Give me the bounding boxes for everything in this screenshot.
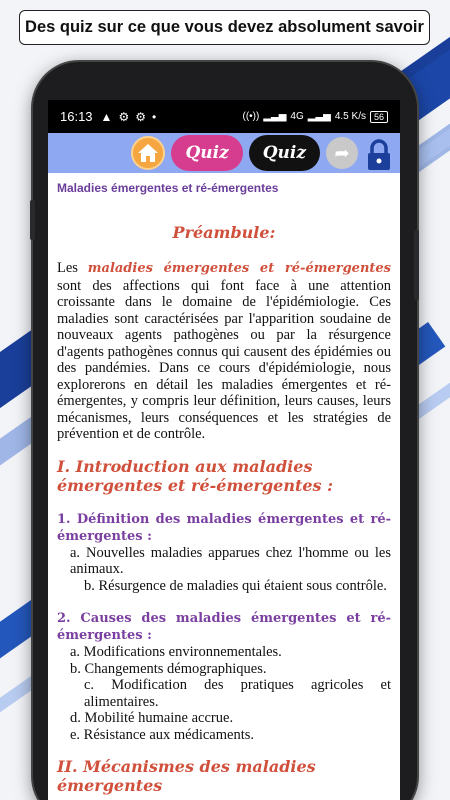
hotspot-icon: ((•)) [242,111,260,122]
phone-screen [48,100,400,800]
share-button[interactable] [326,137,358,169]
list-item: b. Changements démographiques. [70,660,267,677]
list-item: e. Résistance aux médicaments. [70,726,255,743]
sub-heading-2: 2. Causes des maladies émergentes et ré-émergentes : [57,611,391,643]
settings-icon-2: ⚙ [135,109,146,124]
status-bar [48,100,400,133]
lock-button[interactable] [364,135,394,171]
lock-icon [366,139,392,171]
signal-icon: ▂▃▅ [263,111,287,122]
list-item: d. Mobilité humaine accrue. [70,710,234,726]
notification-icon: ▲ [100,109,113,124]
quiz-button-2[interactable]: Quiz [249,135,320,171]
lesson-content [48,173,400,795]
app-toolbar [48,133,400,173]
phone-side-button-left [30,200,35,240]
phone-side-button [414,230,419,300]
network-type: 4G [290,111,304,122]
list-item: a. Modifications environnementales. [70,644,282,660]
promo-banner: Des quiz sur ce que vous devez absolument savoir [19,10,430,45]
preambule-heading: Préambule: [172,223,276,242]
preambule-body: sont des affections qui font face à une attention croissante dans le domaine de l'épidémiologie. Ces maladies sont caractérisées par l'apparition soudaine de nouveaux agents pathogènes ou par la résurgence d'agents pathogènes connus qui causent des épidémies ou des pandémies. Dans ce cours d'épidémiologie, nous explorerons en détail les maladies émergentes et ré-émergentes, y compris leur définition, leurs causes, leurs mécanismes, leurs conséquences et les stratégies de prévention et de contrôle. [57,277,391,442]
preambule-lead: Les [57,260,78,276]
network-speed: 4.5 K/s [334,111,366,122]
section-heading-1: I. Introduction aux maladies émergentes et ré-émergentes : [57,456,334,495]
preambule-highlight: maladies émergentes et ré-émergentes [87,261,391,276]
list-item: c. Modification des pratiques agricoles et alimentaires. [84,677,391,710]
share-arrow-icon: ➦ [334,142,350,163]
quiz-button[interactable]: Quiz [171,135,242,171]
section-heading-2: II. Mécanismes des maladies émergentes [57,757,316,795]
sub-heading-1: 1. Définition des maladies émergentes et ré-émergentes : [57,511,391,544]
preambule-paragraph [57,260,391,443]
home-button[interactable] [131,136,165,170]
status-time: 16:13 [60,109,93,124]
signal-icon-2: ▂▃▅ [307,111,331,122]
battery-icon: 56 [370,111,388,123]
home-icon [137,143,159,163]
dot-icon: • [151,109,157,124]
list-item: a. Nouvelles maladies apparues chez l'homme ou les animaux. [70,544,391,577]
status-right [243,111,388,123]
settings-icon: ⚙ [118,109,130,124]
page-title: Maladies émergentes et ré-émergentes [57,181,279,195]
list-item: b. Résurgence de maladies qui étaient sous contrôle. [84,577,387,594]
